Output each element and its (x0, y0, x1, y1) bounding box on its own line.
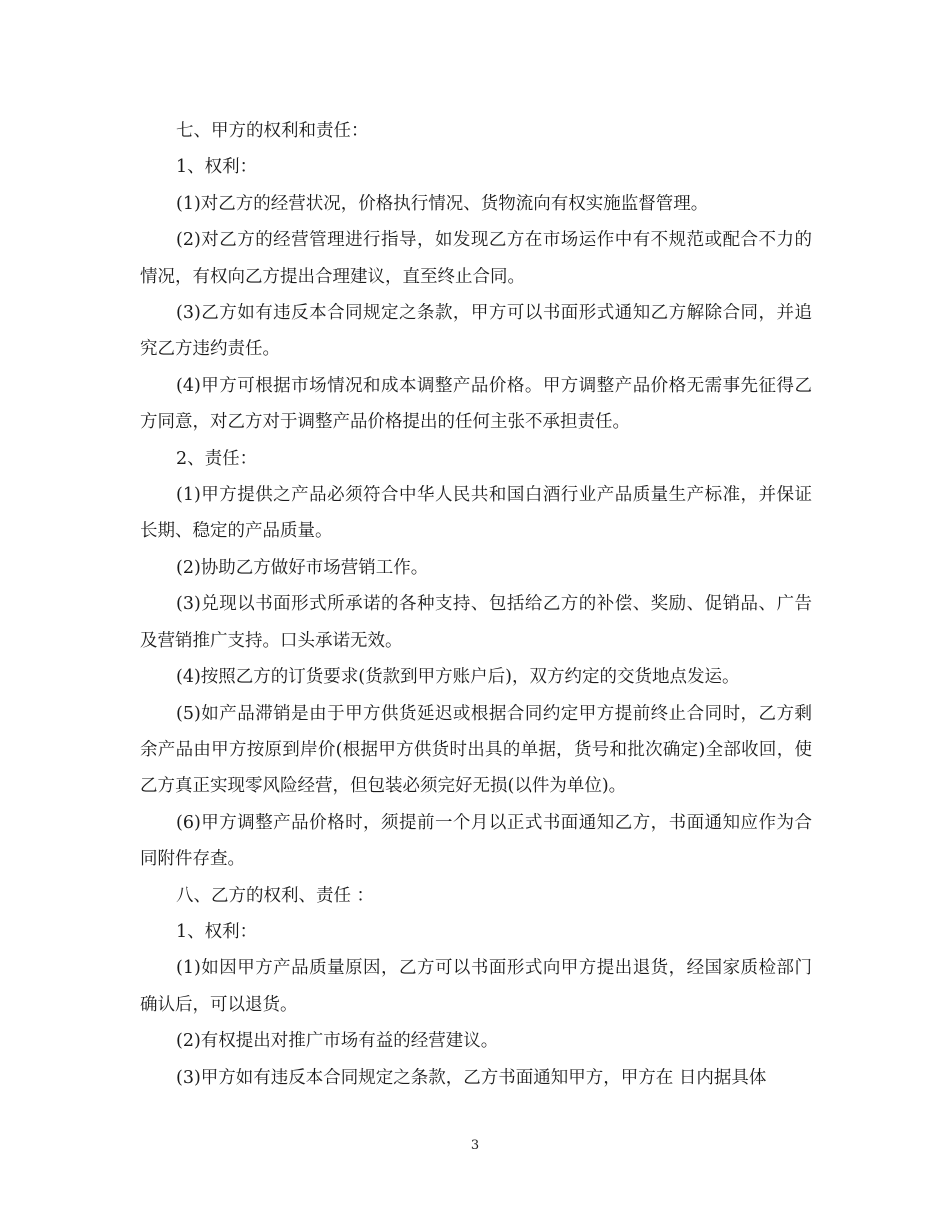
clause-paragraph: (1)如因甲方产品质量原因，乙方可以书面形式向甲方提出退货，经国家质检部门确认后，可以退货。 (140, 958, 812, 1015)
clause-paragraph: (5)如产品滞销是由于甲方供货延迟或根据合同约定甲方提前终止合同时，乙方剩余产品由甲方按原到岸价(根据甲方供货时出具的单据，货号和批次确定)全部收回，使乙方真正实现零风险经营，但包装必须完好无损(以件为单位)。 (140, 703, 812, 797)
section-heading-party-a: 七、甲方的权利和责任： (176, 121, 369, 141)
clause-paragraph: (4)按照乙方的订货要求(货款到甲方账户后)，双方约定的交货地点发运。 (176, 667, 740, 688)
subheading-rights: 1、权利： (176, 157, 258, 178)
clause-paragraph: (3)甲方如有违反本合同规定之条款，乙方书面通知甲方，甲方在 日内据具体 (176, 1067, 767, 1088)
document-body (140, 113, 812, 1096)
clause-paragraph: (1)对乙方的经营状况，价格执行情况、货物流向有权实施监督管理。 (176, 193, 709, 214)
clause-paragraph: (2)协助乙方做好市场营销工作。 (176, 557, 429, 578)
subheading-rights: 1、权利： (176, 921, 258, 942)
clause-paragraph: (2)对乙方的经营管理进行指导，如发现乙方在市场运作中有不规范或配合不力的情况，有权向乙方提出合理建议，直至终止合同。 (140, 230, 812, 287)
clause-paragraph: (3)乙方如有违反本合同规定之条款，甲方可以书面形式通知乙方解除合同，并追究乙方违约责任。 (140, 303, 812, 360)
clause-paragraph: (1)甲方提供之产品必须符合中华人民共和国白酒行业产品质量生产标准，并保证长期、稳定的产品质量。 (140, 485, 812, 542)
clause-paragraph: (3)兑现以书面形式所承诺的各种支持、包括给乙方的补偿、奖励、促销品、广告及营销推广支持。口头承诺无效。 (140, 594, 812, 651)
clause-paragraph: (2)有权提出对推广市场有益的经营建议。 (176, 1031, 499, 1052)
page-number: 3 (470, 1138, 480, 1153)
section-heading-party-b: 八、乙方的权利、责任 ： (176, 885, 375, 906)
subheading-responsibilities: 2、责任： (176, 448, 258, 469)
clause-paragraph: (6)甲方调整产品价格时，须提前一个月以正式书面通知乙方，书面通知应作为合同附件存查。 (140, 812, 812, 870)
clause-paragraph: (4)甲方可根据市场情况和成本调整产品价格。甲方调整产品价格无需事先征得乙方同意，对乙方对于调整产品价格提出的任何主张不承担责任。 (140, 375, 812, 433)
